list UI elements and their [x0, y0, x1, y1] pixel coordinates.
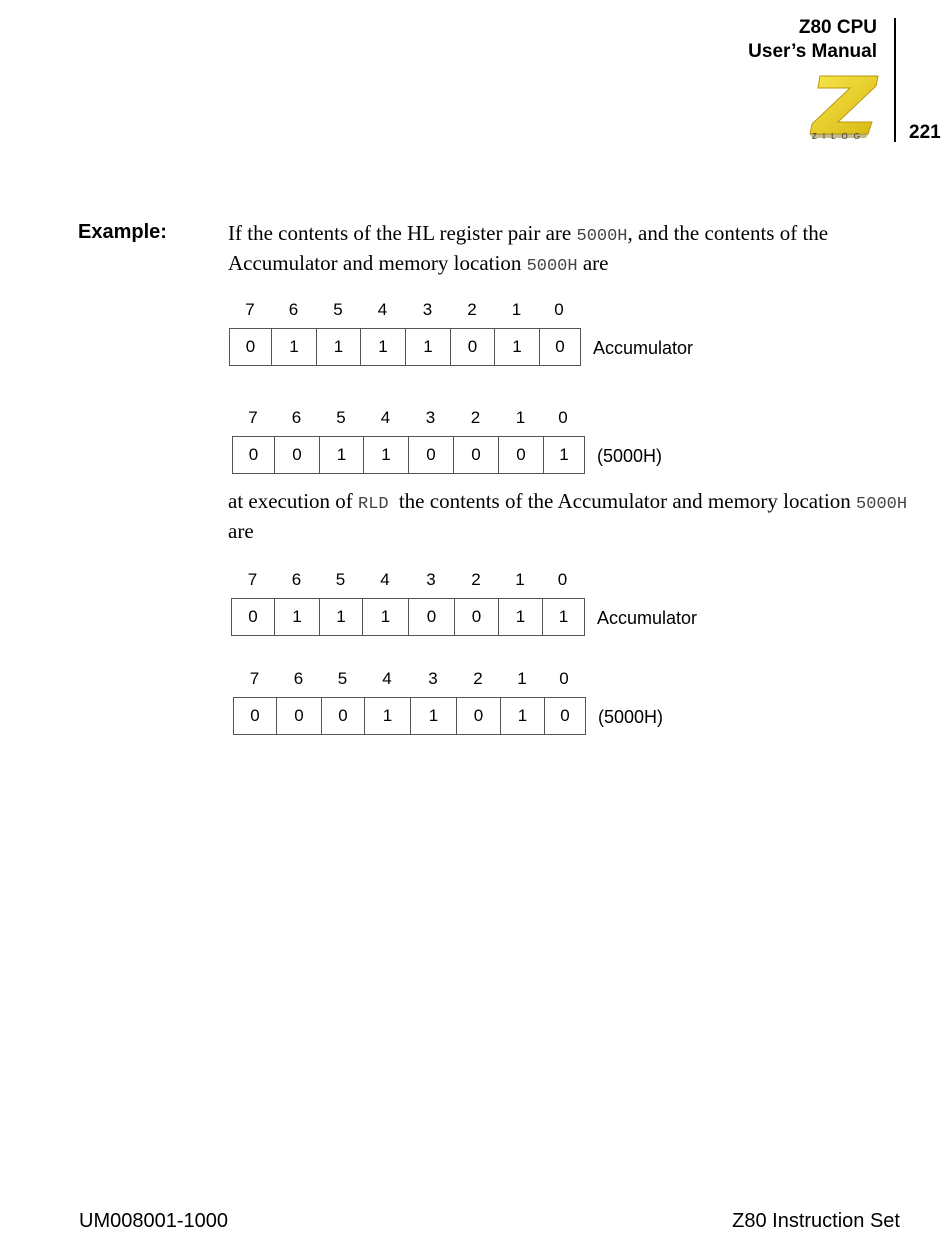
bit-number: 2 — [470, 408, 481, 427]
bit-number: 1 — [515, 570, 525, 589]
bit-cell: 1 — [558, 607, 569, 626]
paragraph-text: are — [228, 519, 254, 543]
bit-number: 4 — [382, 669, 392, 688]
bit-cell: 0 — [451, 329, 495, 365]
bit-number: 1 — [515, 408, 526, 427]
footer-document-id: UM008001-1000 — [79, 1210, 228, 1232]
bit-cell: 0 — [409, 437, 454, 473]
footer-section-title: Z80 Instruction Set — [732, 1210, 900, 1232]
example-label: Example: — [78, 221, 167, 243]
bit-cell-row — [233, 697, 586, 735]
register-label: (5000H) — [598, 707, 664, 727]
bit-number: 2 — [471, 570, 481, 589]
bit-cell: 1 — [272, 329, 317, 365]
register-label: (5000H) — [597, 446, 663, 466]
bit-cell: 0 — [454, 437, 499, 473]
bit-cell: 0 — [560, 706, 570, 725]
bit-cell: 1 — [495, 329, 540, 365]
bit-number: 0 — [559, 669, 569, 688]
header-divider — [894, 18, 896, 142]
bit-cell: 0 — [322, 698, 365, 734]
zilog-logo-text: ZILOG — [812, 132, 867, 141]
page-number: 221 — [909, 122, 941, 143]
bit-number: 1 — [511, 300, 522, 319]
bit-number: 3 — [426, 570, 436, 589]
bit-cell: 0 — [277, 698, 322, 734]
bit-number: 3 — [425, 408, 436, 427]
register-label: Accumulator — [593, 338, 694, 358]
code-literal: RLD — [358, 495, 399, 514]
bit-cell-row — [232, 436, 585, 474]
code-literal: 5000H — [576, 227, 628, 246]
paragraph-text: are — [577, 251, 609, 275]
paragraph-text: , and the contents of the Accumulator and memory location — [228, 221, 829, 275]
bit-cell: 1 — [411, 698, 457, 734]
bit-number: 1 — [517, 669, 527, 688]
paragraph-text: the contents of the Accumulator and memory location — [398, 489, 857, 513]
bit-cell: 1 — [361, 329, 406, 365]
bit-cell: 1 — [320, 599, 363, 635]
bit-cell-row — [229, 328, 581, 366]
bit-cell: 0 — [233, 437, 275, 473]
bit-number: 0 — [558, 408, 568, 427]
bit-number: 7 — [249, 669, 260, 688]
manual-title-line2: User’s Manual — [748, 41, 877, 62]
bit-number: 4 — [380, 408, 391, 427]
bit-number: 5 — [333, 300, 343, 319]
bit-number: 4 — [380, 570, 390, 589]
bit-number: 2 — [473, 669, 483, 688]
bit-cell: 1 — [275, 599, 320, 635]
bit-number: 4 — [377, 300, 388, 319]
bit-cell: 1 — [406, 329, 451, 365]
bit-number: 6 — [293, 669, 304, 688]
bit-cell: 0 — [232, 599, 275, 635]
bit-cell: 1 — [501, 698, 545, 734]
bit-number: 0 — [554, 300, 564, 319]
bit-cell: 1 — [559, 445, 569, 464]
paragraph-text: If the contents of the HL register pair are — [228, 221, 577, 245]
bit-number: 3 — [422, 300, 433, 319]
bit-number: 5 — [337, 669, 348, 688]
bit-cell: 0 — [409, 599, 455, 635]
bit-cell: 0 — [234, 698, 277, 734]
bit-number: 6 — [291, 570, 302, 589]
bit-number: 0 — [557, 570, 568, 589]
bit-number: 2 — [467, 300, 477, 319]
bit-cell: 0 — [499, 437, 544, 473]
manual-title-line1: Z80 CPU — [798, 17, 877, 38]
bit-cell: 1 — [317, 329, 361, 365]
paragraph-text: at execution of — [228, 489, 359, 513]
example-paragraph-after — [228, 488, 908, 545]
bit-number: 5 — [336, 408, 346, 427]
bit-cell: 0 — [275, 437, 320, 473]
bit-cell: 0 — [455, 599, 499, 635]
bit-cell-row — [231, 598, 585, 636]
bit-cell: 1 — [320, 437, 364, 473]
bit-cell: 0 — [555, 337, 565, 356]
bit-number: 3 — [428, 669, 438, 688]
bit-number: 6 — [291, 408, 302, 427]
bit-number: 7 — [245, 300, 255, 319]
example-paragraph-before — [228, 220, 908, 280]
bit-cell: 0 — [457, 698, 501, 734]
code-literal: 5000H — [526, 257, 578, 276]
bit-number: 7 — [248, 408, 258, 427]
bit-cell: 1 — [364, 437, 409, 473]
bit-cell: 1 — [365, 698, 411, 734]
bit-cell: 0 — [230, 329, 272, 365]
bit-number: 7 — [247, 570, 258, 589]
code-literal: 5000H — [856, 495, 908, 514]
bit-cell: 1 — [363, 599, 409, 635]
bit-number: 5 — [335, 570, 346, 589]
bit-cell: 1 — [499, 599, 543, 635]
bit-number: 6 — [288, 300, 299, 319]
register-label: Accumulator — [597, 608, 698, 628]
